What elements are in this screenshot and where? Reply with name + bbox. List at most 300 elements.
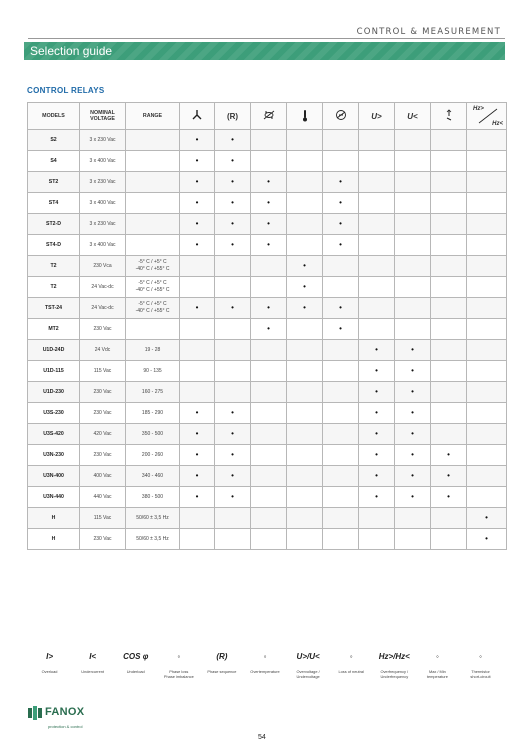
cell-mark: [323, 256, 359, 277]
bullet-mark: •: [339, 198, 342, 207]
cell-mark: [215, 508, 251, 529]
cell-mark: [467, 508, 507, 529]
cell-mark: [323, 172, 359, 193]
bullet-mark: •: [485, 534, 488, 543]
cell-mark: [251, 382, 287, 403]
cell-model: T2: [28, 256, 80, 277]
bullet-mark: •: [231, 492, 234, 501]
cell-mark: [395, 445, 431, 466]
section-title: CONTROL RELAYS: [27, 86, 105, 95]
cell-mark: [467, 235, 507, 256]
range-line: 340 - 460: [141, 472, 164, 479]
cell-mark: [251, 214, 287, 235]
cell-mark: [359, 214, 395, 235]
table-row: [28, 529, 507, 550]
table-row: [28, 424, 507, 445]
bullet-mark: •: [195, 429, 199, 438]
cell-mark: [287, 256, 323, 277]
cell-mark: [287, 403, 323, 424]
cell-mark: [215, 466, 251, 487]
bullet-mark: •: [411, 408, 414, 417]
bullet-mark: •: [303, 303, 306, 312]
table-row: [28, 298, 507, 319]
phase-loss-icon: ◦: [177, 652, 181, 661]
bullet-mark: •: [231, 135, 234, 144]
col-phase-sequence: [215, 103, 251, 130]
cell-mark: [359, 403, 395, 424]
bullet-mark: •: [231, 303, 234, 312]
cell-mark: [215, 487, 251, 508]
cell-range: [126, 529, 180, 550]
phase-loss-icon: [191, 109, 203, 121]
bullet-mark: •: [339, 240, 342, 249]
fanox-logo: [28, 706, 118, 736]
cell-voltage: 230 Vac: [80, 382, 126, 403]
col-neutral-loss: [431, 103, 467, 130]
cell-mark: [395, 298, 431, 319]
bullet-mark: •: [411, 471, 414, 480]
cell-mark: [323, 403, 359, 424]
col-thermometer: [287, 103, 323, 130]
bullet-mark: •: [195, 471, 199, 480]
col-phase-loss: [180, 103, 215, 130]
legend: [28, 652, 502, 679]
cell-model: TST-24: [28, 298, 80, 319]
cell-mark: [395, 382, 431, 403]
cell-mark: [323, 382, 359, 403]
legend-label-line: Overvoltage /: [296, 669, 320, 674]
cell-mark: [215, 319, 251, 340]
cell-mark: [180, 256, 215, 277]
bullet-mark: •: [339, 219, 342, 228]
bullet-mark: •: [195, 198, 199, 207]
bullet-mark: •: [447, 450, 450, 459]
bullet-mark: •: [195, 135, 199, 144]
cell-voltage: 3 x 400 Vac: [80, 235, 126, 256]
overtemperature-icon: ◦: [263, 652, 267, 661]
table-row: [28, 277, 507, 298]
legend-label: [416, 669, 459, 679]
cell-mark: [395, 529, 431, 550]
cell-mark: [215, 445, 251, 466]
header-title: CONTROL & MEASUREMENT: [356, 27, 501, 37]
table-row: [28, 487, 507, 508]
bullet-mark: •: [231, 429, 234, 438]
table-row: [28, 361, 507, 382]
cell-model: U3N-440: [28, 487, 80, 508]
cell-mark: [251, 508, 287, 529]
bullet-mark: •: [231, 408, 234, 417]
cell-mark: [395, 151, 431, 172]
cell-mark: [359, 529, 395, 550]
cell-mark: [287, 298, 323, 319]
cell-mark: [467, 361, 507, 382]
range-line: -5° C / +5° C: [138, 280, 167, 287]
cell-mark: [395, 193, 431, 214]
bullet-mark: •: [231, 156, 234, 165]
legend-label: [330, 669, 373, 674]
cell-mark: [323, 277, 359, 298]
cell-mark: [395, 256, 431, 277]
cell-mark: [215, 235, 251, 256]
cell-mark: [431, 382, 467, 403]
col-undervoltage: [395, 103, 431, 130]
cell-voltage: 440 Vac: [80, 487, 126, 508]
cell-mark: [215, 151, 251, 172]
cell-mark: [359, 466, 395, 487]
cell-voltage: 115 Vac: [80, 361, 126, 382]
cell-mark: [323, 130, 359, 151]
bullet-mark: •: [231, 219, 234, 228]
cell-mark: [431, 277, 467, 298]
cell-mark: [287, 508, 323, 529]
cell-voltage: 3 x 400 Vac: [80, 151, 126, 172]
legend-item: [416, 652, 459, 679]
bullet-mark: •: [485, 513, 488, 522]
bullet-mark: •: [303, 261, 306, 270]
bullet-mark: •: [375, 471, 378, 480]
table-row: [28, 235, 507, 256]
col-nominal-voltage: [80, 103, 126, 130]
cell-mark: [323, 445, 359, 466]
legend-item: [330, 652, 373, 679]
cell-voltage: 3 x 230 Vac: [80, 214, 126, 235]
undervoltage-icon: U<: [407, 111, 418, 121]
bullet-mark: •: [267, 303, 270, 312]
cell-mark: [467, 256, 507, 277]
legend-item: [373, 652, 416, 679]
cell-mark: [180, 277, 215, 298]
page-number: 54: [258, 734, 266, 741]
legend-label: [459, 669, 502, 679]
cell-voltage: 24 Vac-dc: [80, 277, 126, 298]
frequency-icon: Hz>/Hz<: [378, 652, 410, 661]
cell-mark: [395, 340, 431, 361]
cell-mark: [287, 382, 323, 403]
cell-mark: [287, 235, 323, 256]
cell-mark: [287, 151, 323, 172]
cell-model: ST4-D: [28, 235, 80, 256]
range-line: -40° C / +55° C: [135, 308, 170, 314]
cell-mark: [180, 424, 215, 445]
bullet-mark: •: [195, 303, 199, 312]
cell-mark: [323, 235, 359, 256]
cell-mark: [251, 487, 287, 508]
cell-mark: [287, 445, 323, 466]
col-frequency: [467, 103, 507, 130]
bullet-mark: •: [231, 450, 234, 459]
thermometer-icon: [301, 109, 309, 122]
table-row: [28, 508, 507, 529]
cell-voltage: 400 Vac: [80, 466, 126, 487]
bullet-mark: •: [339, 303, 342, 312]
thermistor-icon: [335, 109, 347, 121]
cell-mark: [251, 151, 287, 172]
cell-mark: [180, 193, 215, 214]
overtemperature-icon: [262, 109, 276, 121]
table-row: [28, 319, 507, 340]
cell-mark: [395, 214, 431, 235]
bullet-mark: •: [375, 366, 378, 375]
cell-voltage: 230 Vac: [80, 445, 126, 466]
cell-model: ST4: [28, 193, 80, 214]
bullet-mark: •: [267, 219, 270, 228]
col-thermistor: [323, 103, 359, 130]
cell-mark: [215, 256, 251, 277]
cell-mark: [323, 193, 359, 214]
cell-mark: [359, 508, 395, 529]
cell-range: [126, 382, 180, 403]
cell-mark: [215, 361, 251, 382]
neutral-loss-icon: ◦: [349, 652, 353, 661]
table-row: [28, 172, 507, 193]
cell-model: H: [28, 529, 80, 550]
cell-mark: [467, 214, 507, 235]
cell-mark: [251, 529, 287, 550]
cell-mark: [359, 340, 395, 361]
cell-mark: [323, 529, 359, 550]
cell-mark: [395, 424, 431, 445]
cell-voltage: 420 Vac: [80, 424, 126, 445]
cell-mark: [359, 151, 395, 172]
legend-item: [28, 652, 71, 679]
legend-item: [114, 652, 157, 679]
logo-brand: FANOX: [45, 706, 85, 718]
cell-mark: [395, 508, 431, 529]
cell-voltage: 3 x 230 Vac: [80, 172, 126, 193]
cell-mark: [180, 487, 215, 508]
cell-mark: [359, 298, 395, 319]
cell-mark: [467, 382, 507, 403]
cell-mark: [323, 298, 359, 319]
legend-label: [71, 669, 114, 674]
table-row: [28, 403, 507, 424]
cell-mark: [215, 403, 251, 424]
cell-mark: [395, 277, 431, 298]
cell-mark: [251, 424, 287, 445]
cell-mark: [215, 277, 251, 298]
cell-mark: [431, 403, 467, 424]
bullet-mark: •: [411, 450, 414, 459]
cell-mark: [467, 130, 507, 151]
cell-mark: [323, 466, 359, 487]
cell-mark: [467, 340, 507, 361]
cell-mark: [395, 172, 431, 193]
cell-range: [126, 361, 180, 382]
legend-item: [200, 652, 243, 679]
legend-item: [71, 652, 114, 679]
cell-mark: [431, 130, 467, 151]
thermometer-icon: ◦: [435, 652, 439, 661]
undercurrent-icon: I<: [89, 652, 97, 661]
bullet-mark: •: [267, 240, 270, 249]
legend-label-line: Phase imbalance: [163, 674, 194, 680]
cell-mark: [251, 298, 287, 319]
legend-label: [28, 669, 71, 674]
cell-mark: [431, 340, 467, 361]
cell-mark: [287, 424, 323, 445]
legend-label-line: Underload: [126, 669, 145, 674]
cell-model: U3N-230: [28, 445, 80, 466]
bullet-mark: •: [375, 408, 378, 417]
bullet-mark: •: [447, 471, 450, 480]
cell-voltage: 24 Vdc: [80, 340, 126, 361]
cell-mark: [431, 361, 467, 382]
frequency-bottom-label: Hz<: [492, 121, 503, 127]
cell-mark: [251, 466, 287, 487]
table-row: [28, 466, 507, 487]
cell-mark: [431, 319, 467, 340]
cell-mark: [431, 445, 467, 466]
legend-item: [459, 652, 502, 679]
bullet-mark: •: [339, 177, 342, 186]
underload-icon: COS φ: [123, 652, 149, 661]
cell-model: ST2: [28, 172, 80, 193]
cell-mark: [251, 235, 287, 256]
cell-mark: [467, 529, 507, 550]
legend-label-line: Loss of neutral: [338, 669, 364, 674]
cell-mark: [359, 487, 395, 508]
bullet-mark: •: [447, 492, 450, 501]
cell-range: [126, 445, 180, 466]
header-rule: [28, 38, 505, 39]
cell-mark: [431, 172, 467, 193]
cell-mark: [467, 487, 507, 508]
bullet-mark: •: [195, 492, 199, 501]
cell-model: U1D-230: [28, 382, 80, 403]
col-overvoltage: [359, 103, 395, 130]
bullet-mark: •: [195, 450, 199, 459]
cell-model: U3S-420: [28, 424, 80, 445]
bullet-mark: •: [231, 471, 234, 480]
cell-mark: [251, 130, 287, 151]
cell-mark: [323, 151, 359, 172]
cell-range: [126, 319, 180, 340]
bullet-mark: •: [195, 408, 199, 417]
cell-mark: [287, 277, 323, 298]
cell-range: [126, 193, 180, 214]
cell-mark: [215, 172, 251, 193]
cell-mark: [359, 130, 395, 151]
cell-mark: [359, 319, 395, 340]
cell-mark: [467, 403, 507, 424]
cell-mark: [395, 403, 431, 424]
cell-mark: [251, 172, 287, 193]
cell-mark: [180, 403, 215, 424]
cell-range: [126, 508, 180, 529]
cell-mark: [467, 193, 507, 214]
cell-range: [126, 403, 180, 424]
range-line: 50/60 ± 3,5 Hz: [136, 535, 169, 542]
cell-mark: [180, 466, 215, 487]
cell-mark: [180, 508, 215, 529]
cell-model: ST2-D: [28, 214, 80, 235]
bullet-mark: •: [303, 282, 306, 291]
cell-model: U1D-24D: [28, 340, 80, 361]
range-line: -40° C / +55° C: [135, 266, 170, 272]
cell-mark: [251, 340, 287, 361]
cell-voltage: 230 Vac: [80, 319, 126, 340]
cell-mark: [323, 424, 359, 445]
cell-mark: [180, 214, 215, 235]
legend-label: [114, 669, 157, 674]
cell-mark: [215, 130, 251, 151]
range-line: 200 - 260: [141, 451, 164, 458]
bullet-mark: •: [267, 324, 270, 333]
cell-mark: [215, 340, 251, 361]
bullet-mark: •: [411, 492, 414, 501]
cell-mark: [323, 361, 359, 382]
cell-model: MT2: [28, 319, 80, 340]
legend-label: [157, 669, 200, 679]
cell-mark: [180, 172, 215, 193]
cell-model: S4: [28, 151, 80, 172]
legend-label-line: Overfrequency /: [380, 669, 409, 674]
cell-range: [126, 256, 180, 277]
cell-mark: [359, 172, 395, 193]
bullet-mark: •: [375, 387, 378, 396]
table-row: [28, 340, 507, 361]
bullet-mark: •: [411, 345, 414, 354]
cell-mark: [251, 256, 287, 277]
bullet-mark: •: [375, 429, 378, 438]
bullet-mark: •: [411, 366, 414, 375]
cell-mark: [180, 130, 215, 151]
cell-mark: [215, 298, 251, 319]
range-line: -5° C / +5° C: [138, 301, 167, 308]
cell-mark: [180, 361, 215, 382]
legend-label-line: Thermistor: [471, 669, 490, 674]
table-row: [28, 445, 507, 466]
cell-mark: [251, 277, 287, 298]
col-voltage-line2: VOLTAGE: [90, 116, 115, 122]
cell-mark: [359, 445, 395, 466]
bullet-mark: •: [231, 240, 234, 249]
cell-mark: [359, 235, 395, 256]
cell-voltage: 230 Vac: [80, 529, 126, 550]
range-line: 380 - 500: [141, 493, 164, 500]
cell-range: [126, 298, 180, 319]
cell-mark: [251, 193, 287, 214]
overvoltage-icon: U>: [371, 111, 382, 121]
col-voltage-line1: NOMINAL: [90, 110, 115, 116]
cell-range: [126, 424, 180, 445]
cell-mark: [431, 424, 467, 445]
cell-mark: [431, 487, 467, 508]
cell-mark: [323, 319, 359, 340]
cell-model: H: [28, 508, 80, 529]
cell-mark: [359, 424, 395, 445]
cell-mark: [467, 277, 507, 298]
legend-label: [200, 669, 243, 674]
cell-mark: [431, 298, 467, 319]
cell-mark: [323, 487, 359, 508]
cell-mark: [287, 172, 323, 193]
cell-mark: [431, 214, 467, 235]
cell-mark: [359, 256, 395, 277]
frequency-top-label: Hz>: [473, 106, 484, 112]
cell-mark: [467, 319, 507, 340]
cell-mark: [431, 529, 467, 550]
range-line: -5° C / +5° C: [138, 259, 167, 266]
cell-mark: [395, 235, 431, 256]
legend-label-line: Underfrequency: [380, 674, 409, 680]
bullet-mark: •: [267, 198, 270, 207]
selection-guide-banner: [24, 42, 505, 60]
table-row: [28, 151, 507, 172]
bullet-mark: •: [195, 156, 199, 165]
range-line: 19 - 28: [144, 346, 161, 353]
